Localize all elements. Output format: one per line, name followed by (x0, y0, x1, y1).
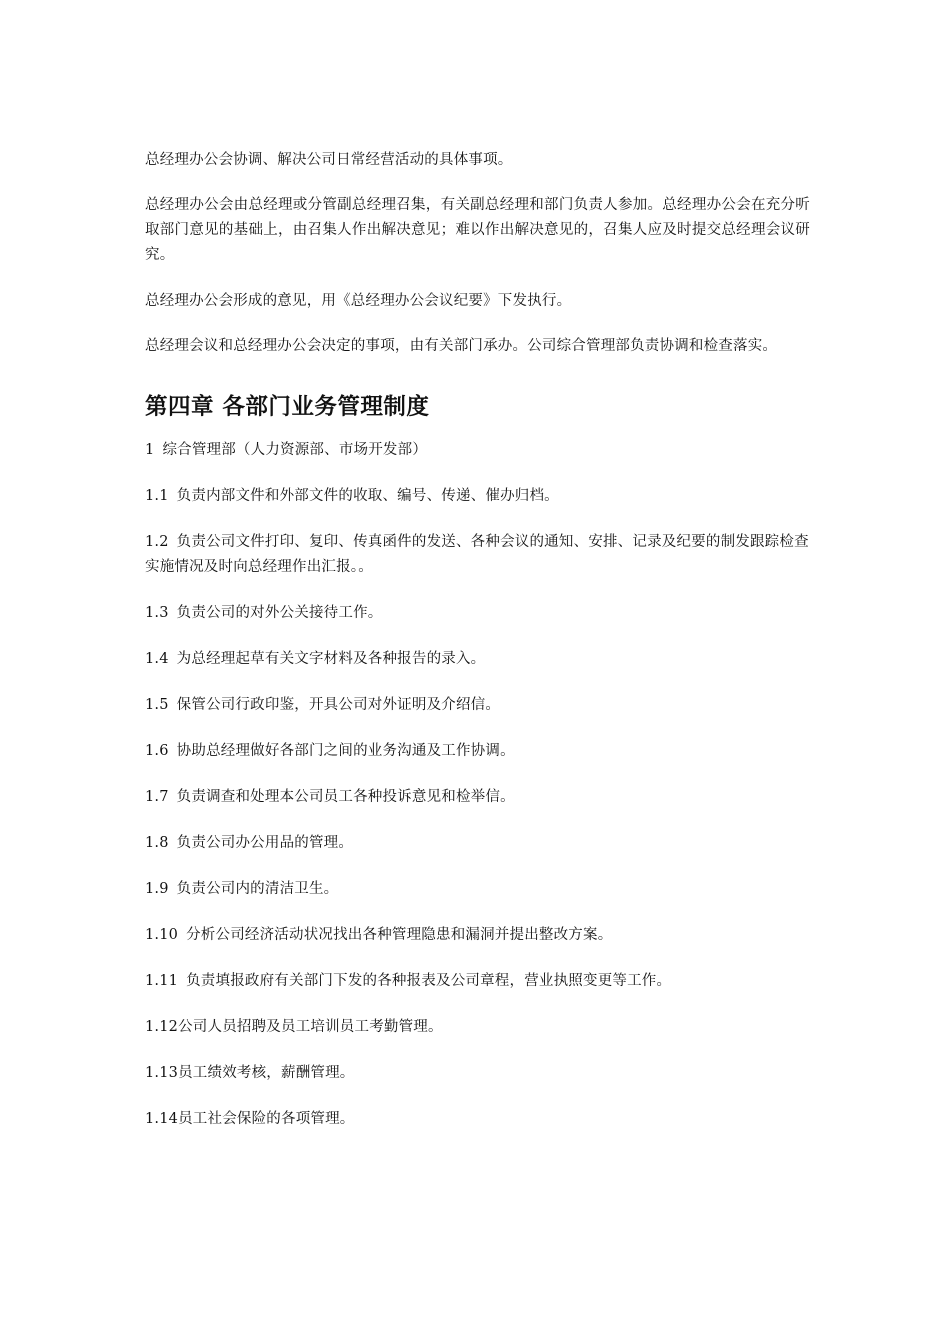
item-number: 1.2 (145, 534, 169, 550)
item-text: 员工社会保险的各项管理。 (178, 1111, 355, 1127)
item-text: 员工绩效考核，薪酬管理。 (178, 1065, 355, 1081)
section-title: 综合管理部（人力资源部、市场开发部） (162, 442, 428, 458)
item-number: 1.14 (145, 1111, 179, 1127)
list-item (145, 530, 810, 580)
item-number: 1.5 (145, 697, 169, 713)
list-item (145, 484, 810, 509)
list-item (145, 601, 810, 626)
item-number: 1.8 (145, 835, 169, 851)
item-text: 负责公司办公用品的管理。 (176, 835, 354, 851)
item-text: 分析公司经济活动状况找出各种管理隐患和漏洞并提出整改方案。 (186, 927, 613, 943)
item-text: 负责内部文件和外部文件的收取、编号、传递、催办归档。 (176, 488, 559, 504)
item-text: 公司人员招聘及员工培训员工考勤管理。 (178, 1019, 443, 1035)
chapter-title: 第四章 各部门业务管理制度 (145, 394, 430, 420)
section-number: 1 (145, 442, 155, 458)
item-text: 负责公司文件打印、复印、传真函件的发送、各种会议的通知、安排、记录及纪要的制发跟踪检查实施情况及时向总经理作出汇报。。 (145, 534, 809, 575)
list-item (145, 647, 810, 672)
item-number: 1.11 (145, 973, 179, 989)
document-body (145, 148, 810, 1153)
item-text: 负责调查和处理本公司员工各种投诉意见和检举信。 (176, 789, 515, 805)
list-item (145, 831, 810, 856)
list-item (145, 1061, 810, 1086)
list-item (145, 739, 810, 764)
item-text: 负责填报政府有关部门下发的各种报表及公司章程，营业执照变更等工作。 (186, 973, 672, 989)
item-number: 1.7 (145, 789, 169, 805)
item-number: 1.6 (145, 743, 169, 759)
item-text: 负责公司的对外公关接待工作。 (176, 605, 383, 621)
list-item (145, 785, 810, 810)
intro-paragraph: 总经理办公会由总经理或分管副总经理召集，有关副总经理和部门负责人参加。总经理办公会在充分听取部门意见的基础上，由召集人作出解决意见；难以作出解决意见的，召集人应及时提交总经理会议研究。 (145, 197, 810, 263)
item-number: 1.1 (145, 488, 169, 504)
item-text: 为总经理起草有关文字材料及各种报告的录入。 (176, 651, 486, 667)
list-item (145, 877, 810, 902)
list-item (145, 923, 810, 948)
item-number: 1.3 (145, 605, 169, 621)
section-heading (145, 438, 810, 463)
list-item (145, 1015, 810, 1040)
intro-paragraph: 总经理会议和总经理办公会决定的事项，由有关部门承办。公司综合管理部负责协调和检查落实。 (145, 338, 778, 354)
item-text: 负责公司内的清洁卫生。 (176, 881, 339, 897)
item-number: 1.12 (145, 1019, 179, 1035)
intro-paragraph: 总经理办公会协调、解决公司日常经营活动的具体事项。 (145, 152, 513, 168)
item-text: 保管公司行政印鉴，开具公司对外证明及介绍信。 (176, 697, 501, 713)
item-number: 1.4 (145, 651, 169, 667)
list-item (145, 693, 810, 718)
item-text: 协助总经理做好各部门之间的业务沟通及工作协调。 (176, 743, 515, 759)
intro-paragraph: 总经理办公会形成的意见，用《总经理办公会议纪要》下发执行。 (145, 293, 572, 309)
list-item (145, 969, 810, 994)
item-number: 1.13 (145, 1065, 179, 1081)
item-number: 1.9 (145, 881, 169, 897)
item-number: 1.10 (145, 927, 179, 943)
list-item (145, 1107, 810, 1132)
